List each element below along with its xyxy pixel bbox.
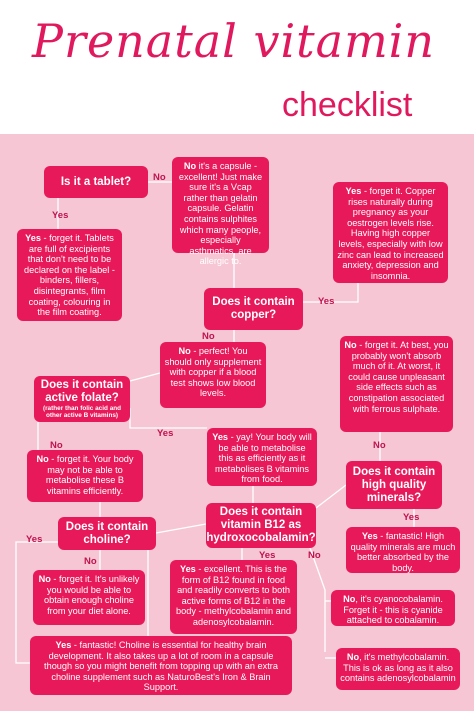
answer-choline-yes-lead: Yes bbox=[55, 640, 72, 650]
edge-label-folate-no: No bbox=[50, 440, 63, 451]
answer-cyanocobalamin-lead: No bbox=[343, 594, 356, 604]
answer-copper-yes bbox=[333, 182, 448, 283]
question-folate-text: Does it contain active folate? bbox=[40, 378, 124, 404]
question-copper-text: Does it contain copper? bbox=[212, 296, 295, 321]
answer-tablet-yes-text: - forget it. Tablets are full of excipients that don't need to be declared on the label - binders, fillers, disintegrants, film coating, colouring in the film coating. bbox=[24, 233, 115, 318]
question-folate bbox=[34, 376, 130, 422]
answer-copper-no bbox=[160, 342, 266, 408]
answer-minerals-no-lead: No bbox=[344, 340, 357, 350]
answer-copper-yes-text: - forget it. Copper rises naturally during pregnancy as your oestrogen levels rise. Having high copper levels, especially with low zinc can lead to increased anxiety, depression and insomnia. bbox=[337, 186, 444, 281]
answer-capsule-no-lead: No bbox=[183, 161, 197, 171]
edge-label-folate-yes: Yes bbox=[157, 428, 174, 439]
answer-cyanocobalamin bbox=[331, 590, 455, 626]
answer-folate-no bbox=[27, 450, 143, 502]
connector-choline-b12 bbox=[156, 524, 206, 533]
question-minerals bbox=[346, 461, 442, 509]
edge-label-b12-yes: Yes bbox=[259, 550, 276, 561]
edge-label-minerals-yes: Yes bbox=[403, 512, 420, 523]
question-folate-subtext: (rather than folic acid and other active B vitamins) bbox=[42, 404, 122, 419]
answer-copper-no-text: - perfect! You should only supplement with copper if a blood test shows low blood levels. bbox=[164, 346, 262, 399]
question-tablet bbox=[44, 166, 148, 198]
edge-label-copper-no: No bbox=[202, 331, 215, 342]
answer-b12-yes-text: - excellent. This is the form of B12 found in food and readily converts to both active forms of B12 in the body - methylcobalamin and adenosylcobalamin. bbox=[176, 564, 291, 627]
connector-minerals-b12 bbox=[316, 485, 346, 508]
answer-minerals-no bbox=[340, 336, 453, 432]
answer-b12-yes-lead: Yes bbox=[179, 564, 196, 574]
answer-folate-no-text: - forget it. Your body may not be able to metabolise these B vitamins efficiently. bbox=[45, 454, 134, 496]
question-choline-text: Does it contain choline? bbox=[65, 520, 149, 546]
answer-choline-yes-text: - fantastic! Choline is essential for healthy brain development. It also takes up a lot of room in a capsule though so you might benefit from topping up with an extra choline supplement such as NaturoBest's Iron & Brain Support. bbox=[44, 640, 278, 693]
title-script-text: Prenatal vitamin bbox=[32, 14, 436, 68]
answer-minerals-yes-lead: Yes bbox=[361, 531, 378, 541]
edge-label-minerals-no: No bbox=[373, 440, 386, 451]
connector-b12-no bbox=[310, 548, 325, 652]
answer-copper-yes-lead: Yes bbox=[345, 186, 362, 196]
answer-copper-no-lead: No bbox=[178, 346, 191, 356]
question-tablet-text: Is it a tablet? bbox=[60, 175, 132, 188]
answer-choline-no bbox=[33, 570, 145, 625]
answer-capsule-no bbox=[172, 157, 269, 267]
answer-choline-no-lead: No bbox=[38, 574, 51, 584]
question-b12 bbox=[206, 503, 316, 548]
edge-label-choline-yes: Yes bbox=[26, 534, 43, 545]
title-main-text: checklist bbox=[282, 86, 413, 124]
answer-methylcobalamin-text: , it's methylcobalamin. This is ok as long as it also contains adenosylcobalamin bbox=[340, 652, 456, 684]
edge-label-copper-yes: Yes bbox=[318, 296, 335, 307]
answer-choline-no-text: - forget it. It's unlikely you would be able to obtain enough choline from your diet alone. bbox=[44, 574, 140, 616]
answer-tablet-yes-lead: Yes bbox=[25, 233, 41, 243]
connector-folate-yes bbox=[130, 408, 207, 428]
edge-label-tablet-yes: Yes bbox=[52, 210, 69, 221]
answer-tablet-yes bbox=[17, 229, 122, 321]
answer-minerals-yes bbox=[346, 527, 460, 573]
answer-choline-yes bbox=[30, 636, 292, 695]
answer-capsule-no-text: it's a capsule - excellent! Just make sure it's a Vcap rather than gelatin capsule. Gelatin contains sulphites which many people, especially asthmatics, are allergic to. bbox=[178, 161, 263, 267]
answer-b12-yes bbox=[170, 560, 297, 634]
answer-minerals-no-text: - forget it. At best, you probably won't absorb much of it. At worst, it could cause unpleasant side effects such as constipation associated with ferrous sulphate. bbox=[348, 340, 449, 414]
answer-folate-yes-text: - yay! Your body will be able to metabolise this as efficiently as it metabolises B vitamins from food. bbox=[215, 432, 312, 485]
edge-label-b12-no: No bbox=[308, 550, 321, 561]
connector-nocopper-folate bbox=[130, 373, 160, 381]
question-b12-text: Does it contain vitamin B12 as hydroxocobalamin? bbox=[206, 506, 316, 544]
question-minerals-text: Does it contain high quality minerals? bbox=[352, 465, 436, 504]
answer-cyanocobalamin-text: , it's cyanocobalamin. Forget it - this is cyanide attached to cobalamin. bbox=[343, 594, 443, 626]
question-choline bbox=[58, 517, 156, 550]
answer-methylcobalamin bbox=[336, 648, 460, 690]
answer-minerals-yes-text: - fantastic! High quality minerals are much better absorbed by the body. bbox=[350, 531, 456, 573]
question-copper bbox=[204, 288, 303, 330]
answer-folate-yes-lead: Yes bbox=[212, 432, 229, 442]
edge-label-tablet-no: No bbox=[153, 172, 166, 183]
answer-methylcobalamin-lead: No bbox=[346, 652, 360, 662]
edge-label-choline-no: No bbox=[84, 556, 97, 567]
answer-folate-yes bbox=[207, 428, 317, 486]
answer-folate-no-lead: No bbox=[36, 454, 49, 464]
